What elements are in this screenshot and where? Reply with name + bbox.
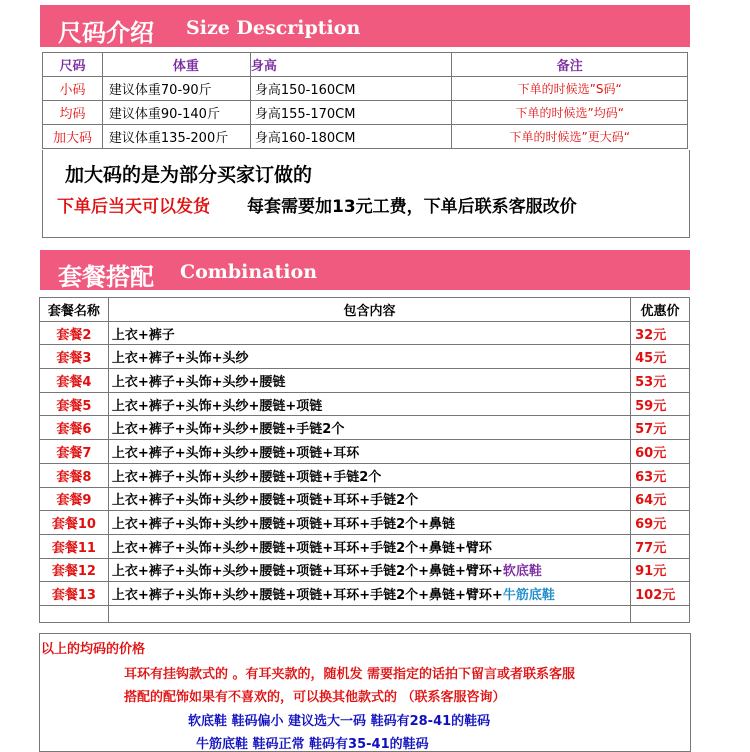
size-remark: 下单的时候选”更大码“ — [452, 125, 688, 149]
earring-note: 耳环有挂钩款式的 。有耳夹款的，随机发 需要指定的话拍下留言或者联系客服 — [124, 667, 576, 682]
same-day-shipping-note: 下单后当天可以发货 — [57, 197, 210, 217]
combo-content: 上衣+裤子+头饰+头纱+腰链 — [108, 369, 630, 393]
combo-content-text: 上衣+裤子+头饰+头纱+腰链+项链+耳环+手链2个+鼻链+臂环+ — [111, 588, 503, 604]
combo-name: 套餐3 — [40, 345, 109, 369]
combo-name: 套餐7 — [40, 440, 109, 464]
size-weight: 建议体重90-140斤 — [102, 101, 250, 125]
size-table — [42, 52, 688, 149]
combo-content-text: 上衣+裤子+头饰+头纱+腰链+项链+耳环+手链2个+鼻链+臂环+ — [111, 564, 503, 580]
combo-price: 45元 — [631, 345, 690, 369]
header-weight: 体重 — [102, 53, 250, 77]
size-banner-title-cn: 尺码介绍 — [58, 19, 154, 47]
combo-extra-shoe: 牛筋底鞋 — [502, 588, 555, 604]
empty-cell — [631, 605, 690, 622]
combo-row — [40, 321, 690, 345]
combination-banner — [40, 250, 690, 290]
header-height: 身高 — [250, 53, 452, 77]
combo-row — [40, 534, 690, 558]
combo-table-header — [40, 298, 690, 322]
size-height: 身高150-160CM — [250, 77, 452, 101]
combo-name: 套餐8 — [40, 463, 109, 487]
accessory-swap-note: 搭配的配饰如果有不喜欢的，可以换其他款式的 （联系客服咨询） — [124, 690, 506, 705]
combo-row — [40, 416, 690, 440]
price-basis-note: 以上的均码的价格 — [41, 642, 146, 657]
combo-price: 53元 — [631, 369, 690, 393]
combo-name: 套餐9 — [40, 487, 109, 511]
combo-row — [40, 511, 690, 535]
custom-size-note: 加大码的是为部分买家订做的 — [65, 164, 313, 186]
size-weight: 建议体重135-200斤 — [102, 125, 250, 149]
combo-price: 102元 — [631, 582, 690, 606]
extra-fee-note: 每套需要加13元工费，下单后联系客服改价 — [247, 197, 577, 217]
size-label: 均码 — [43, 101, 103, 125]
size-remark: 下单的时候选”均码“ — [452, 101, 688, 125]
combo-price: 69元 — [631, 511, 690, 535]
combo-content: 上衣+裤子 — [108, 321, 630, 345]
header-remark: 备注 — [452, 53, 688, 77]
size-banner-title-en: Size Description — [186, 17, 361, 39]
combo-price: 64元 — [631, 487, 690, 511]
combo-name: 套餐5 — [40, 392, 109, 416]
combo-content: 上衣+裤子+头饰+头纱+腰链+项链+耳环+手链2个+鼻链+臂环 — [108, 534, 630, 558]
size-notes-box — [42, 150, 690, 238]
combo-row — [40, 558, 690, 582]
header-combo-price: 优惠价 — [631, 298, 690, 322]
combo-price: 63元 — [631, 463, 690, 487]
size-remark: 下单的时候选”S码“ — [452, 77, 688, 101]
combo-name: 套餐6 — [40, 416, 109, 440]
combo-name: 套餐4 — [40, 369, 109, 393]
combo-content: 上衣+裤子+头饰+头纱 — [108, 345, 630, 369]
combo-empty-row — [40, 605, 690, 622]
combo-name: 套餐10 — [40, 511, 109, 535]
header-size: 尺码 — [43, 53, 103, 77]
combo-price: 32元 — [631, 321, 690, 345]
combo-content: 上衣+裤子+头饰+头纱+腰链+项链+耳环 — [108, 440, 630, 464]
footer-notes — [39, 633, 691, 752]
combo-banner-title-en: Combination — [180, 261, 318, 283]
combo-content — [108, 582, 630, 606]
combo-name: 套餐12 — [40, 558, 109, 582]
combo-row — [40, 345, 690, 369]
empty-cell — [40, 605, 109, 622]
size-table-header — [43, 53, 688, 77]
size-row — [43, 101, 688, 125]
combo-table — [39, 297, 690, 623]
size-height: 身高160-180CM — [250, 125, 452, 149]
header-combo-name: 套餐名称 — [40, 298, 109, 322]
empty-cell — [108, 605, 630, 622]
combo-content: 上衣+裤子+头饰+头纱+腰链+手链2个 — [108, 416, 630, 440]
combo-row — [40, 463, 690, 487]
combo-price: 60元 — [631, 440, 690, 464]
combo-content: 上衣+裤子+头饰+头纱+腰链+项链 — [108, 392, 630, 416]
combo-banner-title-cn: 套餐搭配 — [58, 263, 154, 291]
combo-price: 91元 — [631, 558, 690, 582]
size-row — [43, 77, 688, 101]
soft-shoe-note: 软底鞋 鞋码偏小 建议选大一码 鞋码有28-41的鞋码 — [188, 714, 491, 729]
combo-content: 上衣+裤子+头饰+头纱+腰链+项链+耳环+手链2个+鼻链 — [108, 511, 630, 535]
combo-name: 套餐11 — [40, 534, 109, 558]
combo-content: 上衣+裤子+头饰+头纱+腰链+项链+手链2个 — [108, 463, 630, 487]
header-combo-content: 包含内容 — [108, 298, 630, 322]
combo-content: 上衣+裤子+头饰+头纱+腰链+项链+耳环+手链2个 — [108, 487, 630, 511]
tendon-shoe-note: 牛筋底鞋 鞋码正常 鞋码有35-41的鞋码 — [196, 737, 429, 752]
size-height: 身高155-170CM — [250, 101, 452, 125]
combo-extra-shoe: 软底鞋 — [502, 564, 542, 580]
size-label: 加大码 — [43, 125, 103, 149]
combo-row — [40, 487, 690, 511]
combo-name: 套餐13 — [40, 582, 109, 606]
combo-row — [40, 392, 690, 416]
combo-price: 77元 — [631, 534, 690, 558]
size-row — [43, 125, 688, 149]
combo-row — [40, 369, 690, 393]
combo-content — [108, 558, 630, 582]
combo-row — [40, 582, 690, 606]
combo-row — [40, 440, 690, 464]
combo-price: 59元 — [631, 392, 690, 416]
combo-price: 57元 — [631, 416, 690, 440]
size-description-banner — [40, 5, 690, 47]
combo-name: 套餐2 — [40, 321, 109, 345]
size-label: 小码 — [43, 77, 103, 101]
size-weight: 建议体重70-90斤 — [102, 77, 250, 101]
